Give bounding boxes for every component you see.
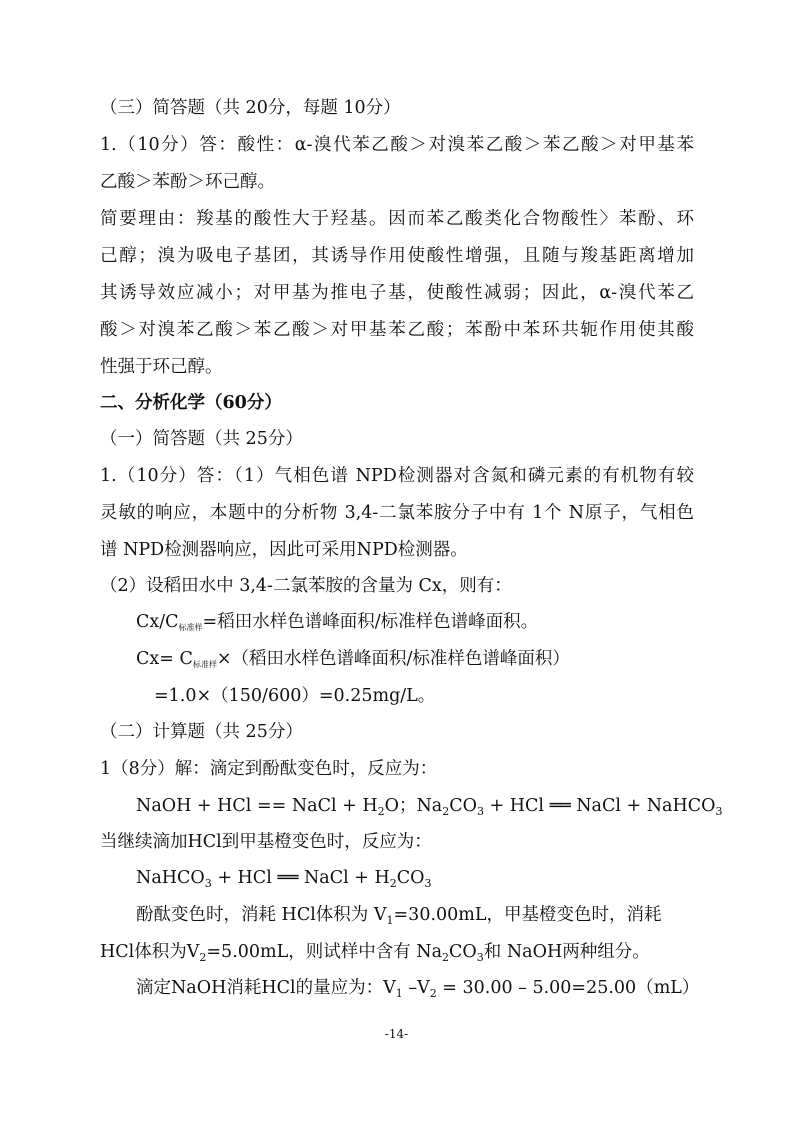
answer-line: 1.（10分）答：（1）气相色谱 NPD检测器对含氮和磷元素的有机物有较 [100, 466, 694, 486]
solution-line [136, 903, 662, 929]
solution-line [100, 940, 650, 966]
solution-text: = 30.00 – 5.00=25.00（mL） [436, 978, 700, 998]
solution-text: 和 NaOH两种组分。 [483, 942, 650, 962]
solution-line: 1（8分）解：滴定到酚酞变色时，反应为： [100, 759, 438, 779]
subscript: 3 [476, 951, 484, 964]
answer-line: 灵敏的响应，本题中的分析物 3,4-二氯苯胺分子中有 1个 N原子，气相色 [100, 503, 694, 523]
subscript: 1 [395, 987, 403, 1000]
solution-line: 当继续滴加HCl到甲基橙变色时，反应为： [100, 832, 432, 852]
subscript: 1 [386, 914, 394, 927]
answer-line: （2）设稻田水中 3,4-二氯苯胺的含量为 Cx，则有： [100, 576, 512, 596]
reason-line: 酸＞对溴苯乙酸＞苯乙酸＞对甲基苯乙酸；苯酚中苯环共轭作用使其酸 [100, 320, 694, 340]
solution-text: =30.00mL，甲基橙变色时，消耗 [393, 905, 662, 925]
equation-text: + HCl ══ NaCl + NaHCO [483, 796, 716, 816]
reason-line: 其诱导效应减小；对甲基为推电子基，使酸性减弱；因此，α-溴代苯乙 [100, 283, 694, 303]
solution-text: HCl体积为V [100, 942, 200, 962]
subscript: 标准样 [178, 623, 203, 632]
solution-text: =5.00mL，则试样中含有 Na [206, 942, 443, 962]
formula-line: =1.0×（150/600）=0.25mg/L。 [154, 686, 436, 706]
subscript: 2 [442, 951, 450, 964]
subscript: 2 [389, 877, 397, 890]
subscript: 3 [476, 805, 484, 818]
reason-line: 简要理由：羧基的酸性大于羟基。因而苯乙酸类化合物酸性〉苯酚、环 [100, 209, 694, 229]
equation-text: + HCl ══ NaCl + H [211, 868, 390, 888]
solution-text: –V [402, 978, 430, 998]
equation-text: CO [396, 868, 425, 888]
answer-line: 乙酸＞苯酚＞环己醇。 [100, 172, 275, 192]
page-number: -14- [384, 1027, 409, 1041]
answer-line: 1.（10分）答：酸性：α-溴代苯乙酸＞对溴苯乙酸＞苯乙酸＞对甲基苯 [100, 135, 694, 155]
solution-text: 滴定NaOH消耗HCl的量应为：V [136, 978, 396, 998]
part-heading-analytical-chemistry: 二、分析化学（60分） [100, 393, 282, 413]
reaction-equation [136, 866, 432, 892]
subscript: 3 [715, 805, 723, 818]
formula-line [136, 647, 570, 674]
equation-text: CO [449, 796, 477, 816]
formula-text: ×（稻田水样色谱峰面积/标准样色谱峰面积） [216, 649, 570, 669]
formula-text: =稻田水样色谱峰面积/标准样色谱峰面积。 [202, 612, 539, 632]
reason-line: 性强于环己醇。 [100, 357, 223, 377]
section-heading-calculation: （二）计算题（共 25分） [100, 722, 303, 742]
formula-line [136, 610, 538, 637]
equation-text: NaOH + HCl == NaCl + H [136, 796, 378, 816]
equation-text: O；Na [384, 796, 443, 816]
reaction-equation [136, 794, 722, 820]
reason-line: 己醇；溴为吸电子基团，其诱导作用使酸性增强，且随与羧基距离增加 [100, 246, 694, 266]
subscript: 3 [424, 877, 432, 890]
subscript: 3 [204, 877, 212, 890]
subscript: 2 [442, 805, 450, 818]
equation-text: NaHCO [136, 868, 205, 888]
formula-text: Cx/C [136, 612, 179, 632]
subscript: 2 [377, 805, 385, 818]
formula-text: Cx= C [136, 649, 193, 669]
solution-text: CO [449, 942, 477, 962]
subscript: 2 [429, 987, 437, 1000]
section-heading-short-answer: （三）简答题（共 20分，每题 10分） [100, 98, 401, 118]
section-heading-short-answer-2: （一）简答题（共 25分） [100, 429, 303, 449]
answer-line: 谱 NPD检测器响应，因此可采用NPD检测器。 [100, 540, 468, 560]
solution-text: 酚酞变色时，消耗 HCl体积为 V [136, 905, 387, 925]
solution-line [136, 976, 699, 1002]
subscript: 2 [199, 951, 207, 964]
subscript: 标准样 [192, 660, 217, 669]
